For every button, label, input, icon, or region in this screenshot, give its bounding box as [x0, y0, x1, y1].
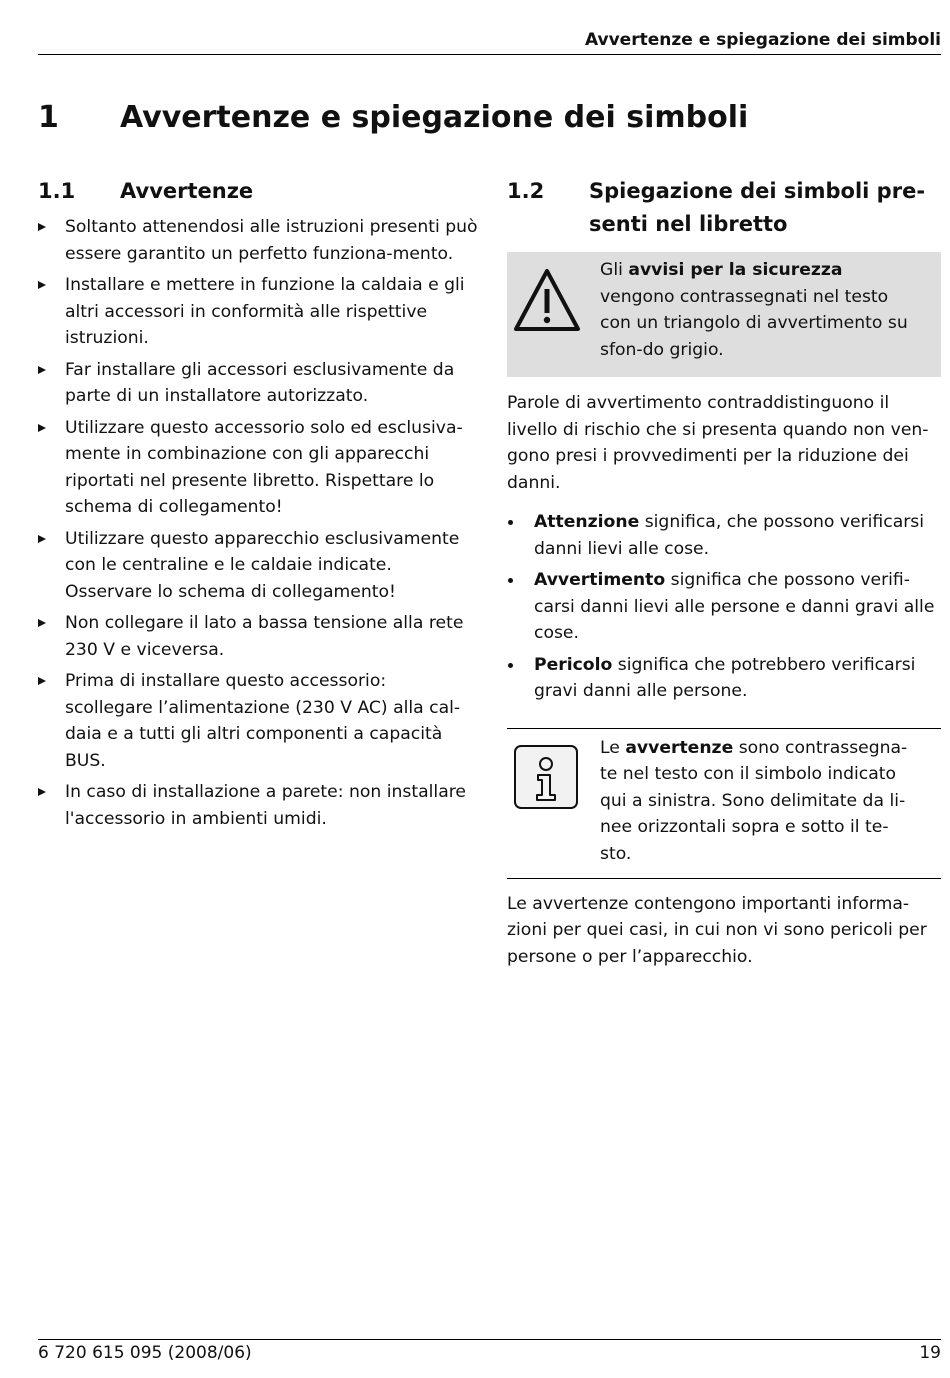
signal-words-list — [507, 509, 941, 705]
safety-warning-text: Gli avvisi per la sicurezza vengono contrassegnati nel testo con un triangolo di avvertimento su sfon-do grigio. — [600, 260, 908, 360]
bullet-icon — [508, 663, 513, 668]
list-item: Far installare gli accessori esclusivamente da parte di un installatore autorizzato. — [38, 357, 478, 410]
running-header: Avvertenze e spiegazione dei simboli — [38, 29, 941, 55]
document-number: 6 720 615 095 (2008/06) — [38, 1343, 252, 1363]
list-item: Installare e mettere in funzione la caldaia e gli altri accessori in conformità alle rispettive istruzioni. — [38, 272, 478, 352]
triangle-bullet-icon — [38, 619, 46, 627]
triangle-bullet-icon — [38, 223, 46, 231]
section-title: Spiegazione dei simboli pre-senti nel libretto — [589, 179, 926, 236]
closing-paragraph: Le avvertenze contengono importanti informa-zioni per quei casi, in cui non vi sono pericoli per persone o per l’apparecchio. — [507, 893, 927, 967]
section-symbols — [507, 175, 941, 970]
chapter-title: Avvertenze e spiegazione dei simboli — [120, 100, 749, 135]
list-item: Utilizzare questo apparecchio esclusivamente con le centraline e le caldaie indicate. Osservare lo schema di collegamento! — [38, 526, 478, 606]
warning-list — [38, 214, 478, 832]
bullet-icon — [508, 578, 513, 583]
section-number: 1.1 — [38, 179, 76, 203]
list-item: Utilizzare questo accessorio solo ed esclusiva-mente in combinazione con gli apparecchi riportati nel presente libretto. Rispettare lo schema di collegamento! — [38, 415, 478, 521]
section-warnings — [38, 175, 478, 837]
section-heading — [507, 175, 941, 241]
section-title: Avvertenze — [120, 179, 254, 203]
triangle-bullet-icon — [38, 788, 46, 796]
list-item: Non collegare il lato a bassa tensione alla rete 230 V e viceversa. — [38, 610, 478, 663]
list-item: In caso di installazione a parete: non installare l'accessorio in ambienti umidi. — [38, 779, 478, 832]
chapter-number: 1 — [38, 100, 59, 135]
warning-triangle-icon — [513, 267, 581, 333]
triangle-bullet-icon — [38, 281, 46, 289]
triangle-bullet-icon — [38, 424, 46, 432]
signal-words-paragraph: Parole di avvertimento contraddistinguono il livello di rischio che si presenta quando non ven-gono presi i provvedimenti per la riduzione dei danni. — [507, 393, 929, 493]
section-heading — [38, 175, 478, 208]
section-number: 1.2 — [507, 179, 545, 203]
info-note-text: Le avvertenze sono contrassegna-te nel testo con il simbolo indicato qui a sinistra. Sono delimitate da li-nee orizzontali sopra e sotto il te-sto. — [600, 737, 908, 864]
list-item: Attenzione significa, che possono verificarsi danni lievi alle cose. — [507, 509, 941, 562]
triangle-bullet-icon — [38, 366, 46, 374]
page-footer — [38, 1339, 941, 1363]
page-number: 19 — [919, 1343, 941, 1363]
list-item: Avvertimento significa che possono verifi-carsi danni lievi alle persone e danni gravi alle cose. — [507, 567, 941, 647]
list-item: Pericolo significa che potrebbero verificarsi gravi danni alle persone. — [507, 652, 941, 705]
list-item: Soltanto attenendosi alle istruzioni presenti può essere garantito un perfetto funziona-mento. — [38, 214, 478, 267]
list-item: Prima di installare questo accessorio: scollegare l’alimentazione (230 V AC) alla cal-daia e a tutti gli altri componenti a capacità BUS. — [38, 668, 478, 774]
info-note-box — [507, 728, 941, 879]
triangle-bullet-icon — [38, 535, 46, 543]
bullet-icon — [508, 520, 513, 525]
info-icon — [513, 744, 579, 810]
triangle-bullet-icon — [38, 677, 46, 685]
safety-warning-box — [507, 252, 941, 377]
